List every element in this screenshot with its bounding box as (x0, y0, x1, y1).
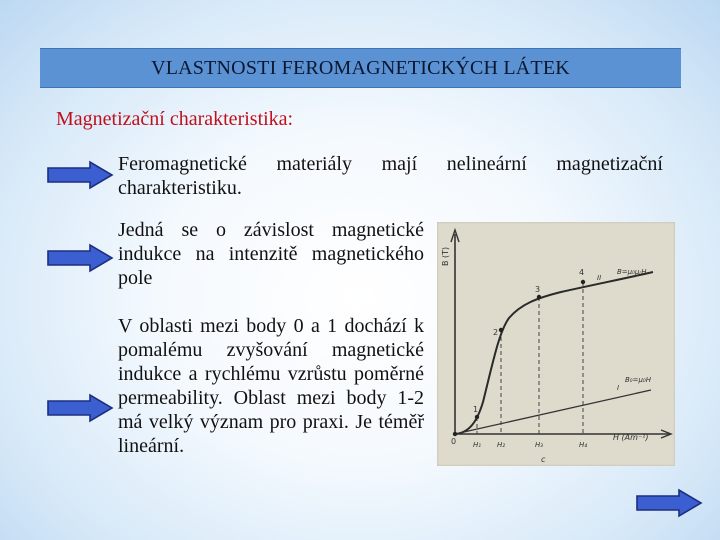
tick-label-h2: H₂ (497, 441, 506, 449)
tick-label-h4: H₄ (579, 441, 588, 449)
right-arrow-icon (46, 393, 114, 423)
right-arrow-icon (46, 243, 114, 273)
paragraph-nonlinear: Feromagnetické materiály mají nelineární magnetizační charakteristiku. (118, 153, 663, 199)
formula-upper: B=μ₀μᵣH (617, 268, 647, 276)
paragraph-regions: V oblasti mezi body 0 a 1 dochází k pomalému zvyšování magnetické indukce a rychlému vzrůstu poměrné permeability. Oblast mezi body 1-2 má velký význam pro praxi. Je téměř lineární. (118, 315, 424, 457)
tick-label-h1: H₁ (473, 441, 482, 449)
paragraph-dependency: Jedná se o závislost magnetické indukce na intenzitě magnetického pole (118, 219, 424, 289)
guide-lines (477, 282, 583, 434)
next-arrow-icon[interactable] (635, 488, 703, 518)
slide-title: VLASTNOSTI FEROMAGNETICKÝCH LÁTEK (40, 48, 681, 88)
x-axis-label: H (Am⁻¹) (613, 433, 649, 442)
caption-letter: c (541, 455, 546, 464)
formula-lower: B₀=μ₀H (625, 376, 651, 384)
point-label-1: 1 (473, 405, 479, 414)
line-label-i: I (617, 384, 620, 392)
y-axis-label: B (T) (441, 246, 450, 266)
magnetization-curve (455, 272, 653, 434)
section-subtitle: Magnetizační charakteristika: (56, 108, 294, 130)
tick-label-h3: H₃ (535, 441, 544, 449)
curve-label-ii: II (597, 274, 602, 282)
origin-label: 0 (451, 437, 457, 446)
right-arrow-icon (46, 160, 114, 190)
point-label-3: 3 (535, 285, 541, 294)
point-label-4: 4 (579, 268, 585, 277)
magnetization-curve-figure (437, 222, 675, 466)
point-label-2: 2 (493, 328, 499, 337)
